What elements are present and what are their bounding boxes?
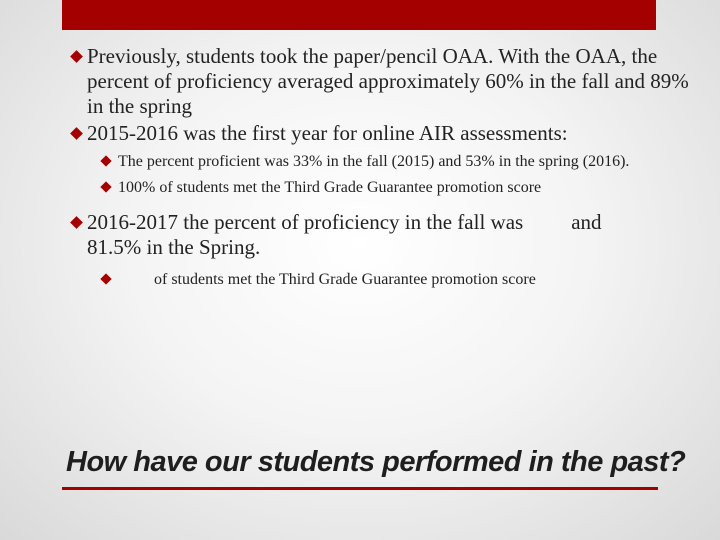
diamond-bullet-icon [100,181,112,193]
slide-body [70,44,690,296]
bullet-3-sub-1-label: of students met the Third Grade Guarantee promotion score [154,271,536,288]
title-underline [62,487,658,490]
diamond-bullet-icon [100,273,112,285]
bullet-1 [70,44,690,119]
bullet-3-sub-1 [100,270,690,290]
slide-title: How have our students performed in the past? [66,446,686,478]
bullet-2 [70,121,690,146]
bullet-1-text: Previously, students took the paper/pencil OAA. With the OAA, the percent of proficiency averaged approximately 60% in the fall and 89% in the spring [87,44,689,118]
bullet-3-sub-1-text [118,270,690,290]
bullet-3 [70,210,690,260]
top-accent-bar [62,0,656,30]
bullet-2-sub-1-text: The percent proficient was 33% in the fall (2015) and 53% in the spring (2016). [118,153,630,170]
bullet-2-text: 2015-2016 was the first year for online AIR assessments: [87,121,568,145]
bullet-3-text-c: 81.5% in the Spring. [87,235,261,259]
diamond-bullet-icon [70,216,83,229]
bullet-2-sub-1 [100,152,690,172]
bullet-3-text [87,210,690,260]
diamond-bullet-icon [70,127,83,140]
bullet-3-text-a: 2016-2017 the percent of proficiency in the fall was [87,210,524,234]
bullet-2-sub-2-text: 100% of students met the Third Grade Guarantee promotion score [118,179,542,196]
bullet-2-sub-2 [100,178,690,198]
diamond-bullet-icon [100,155,112,167]
diamond-bullet-icon [70,50,83,63]
bullet-3-text-b: and [571,210,602,234]
